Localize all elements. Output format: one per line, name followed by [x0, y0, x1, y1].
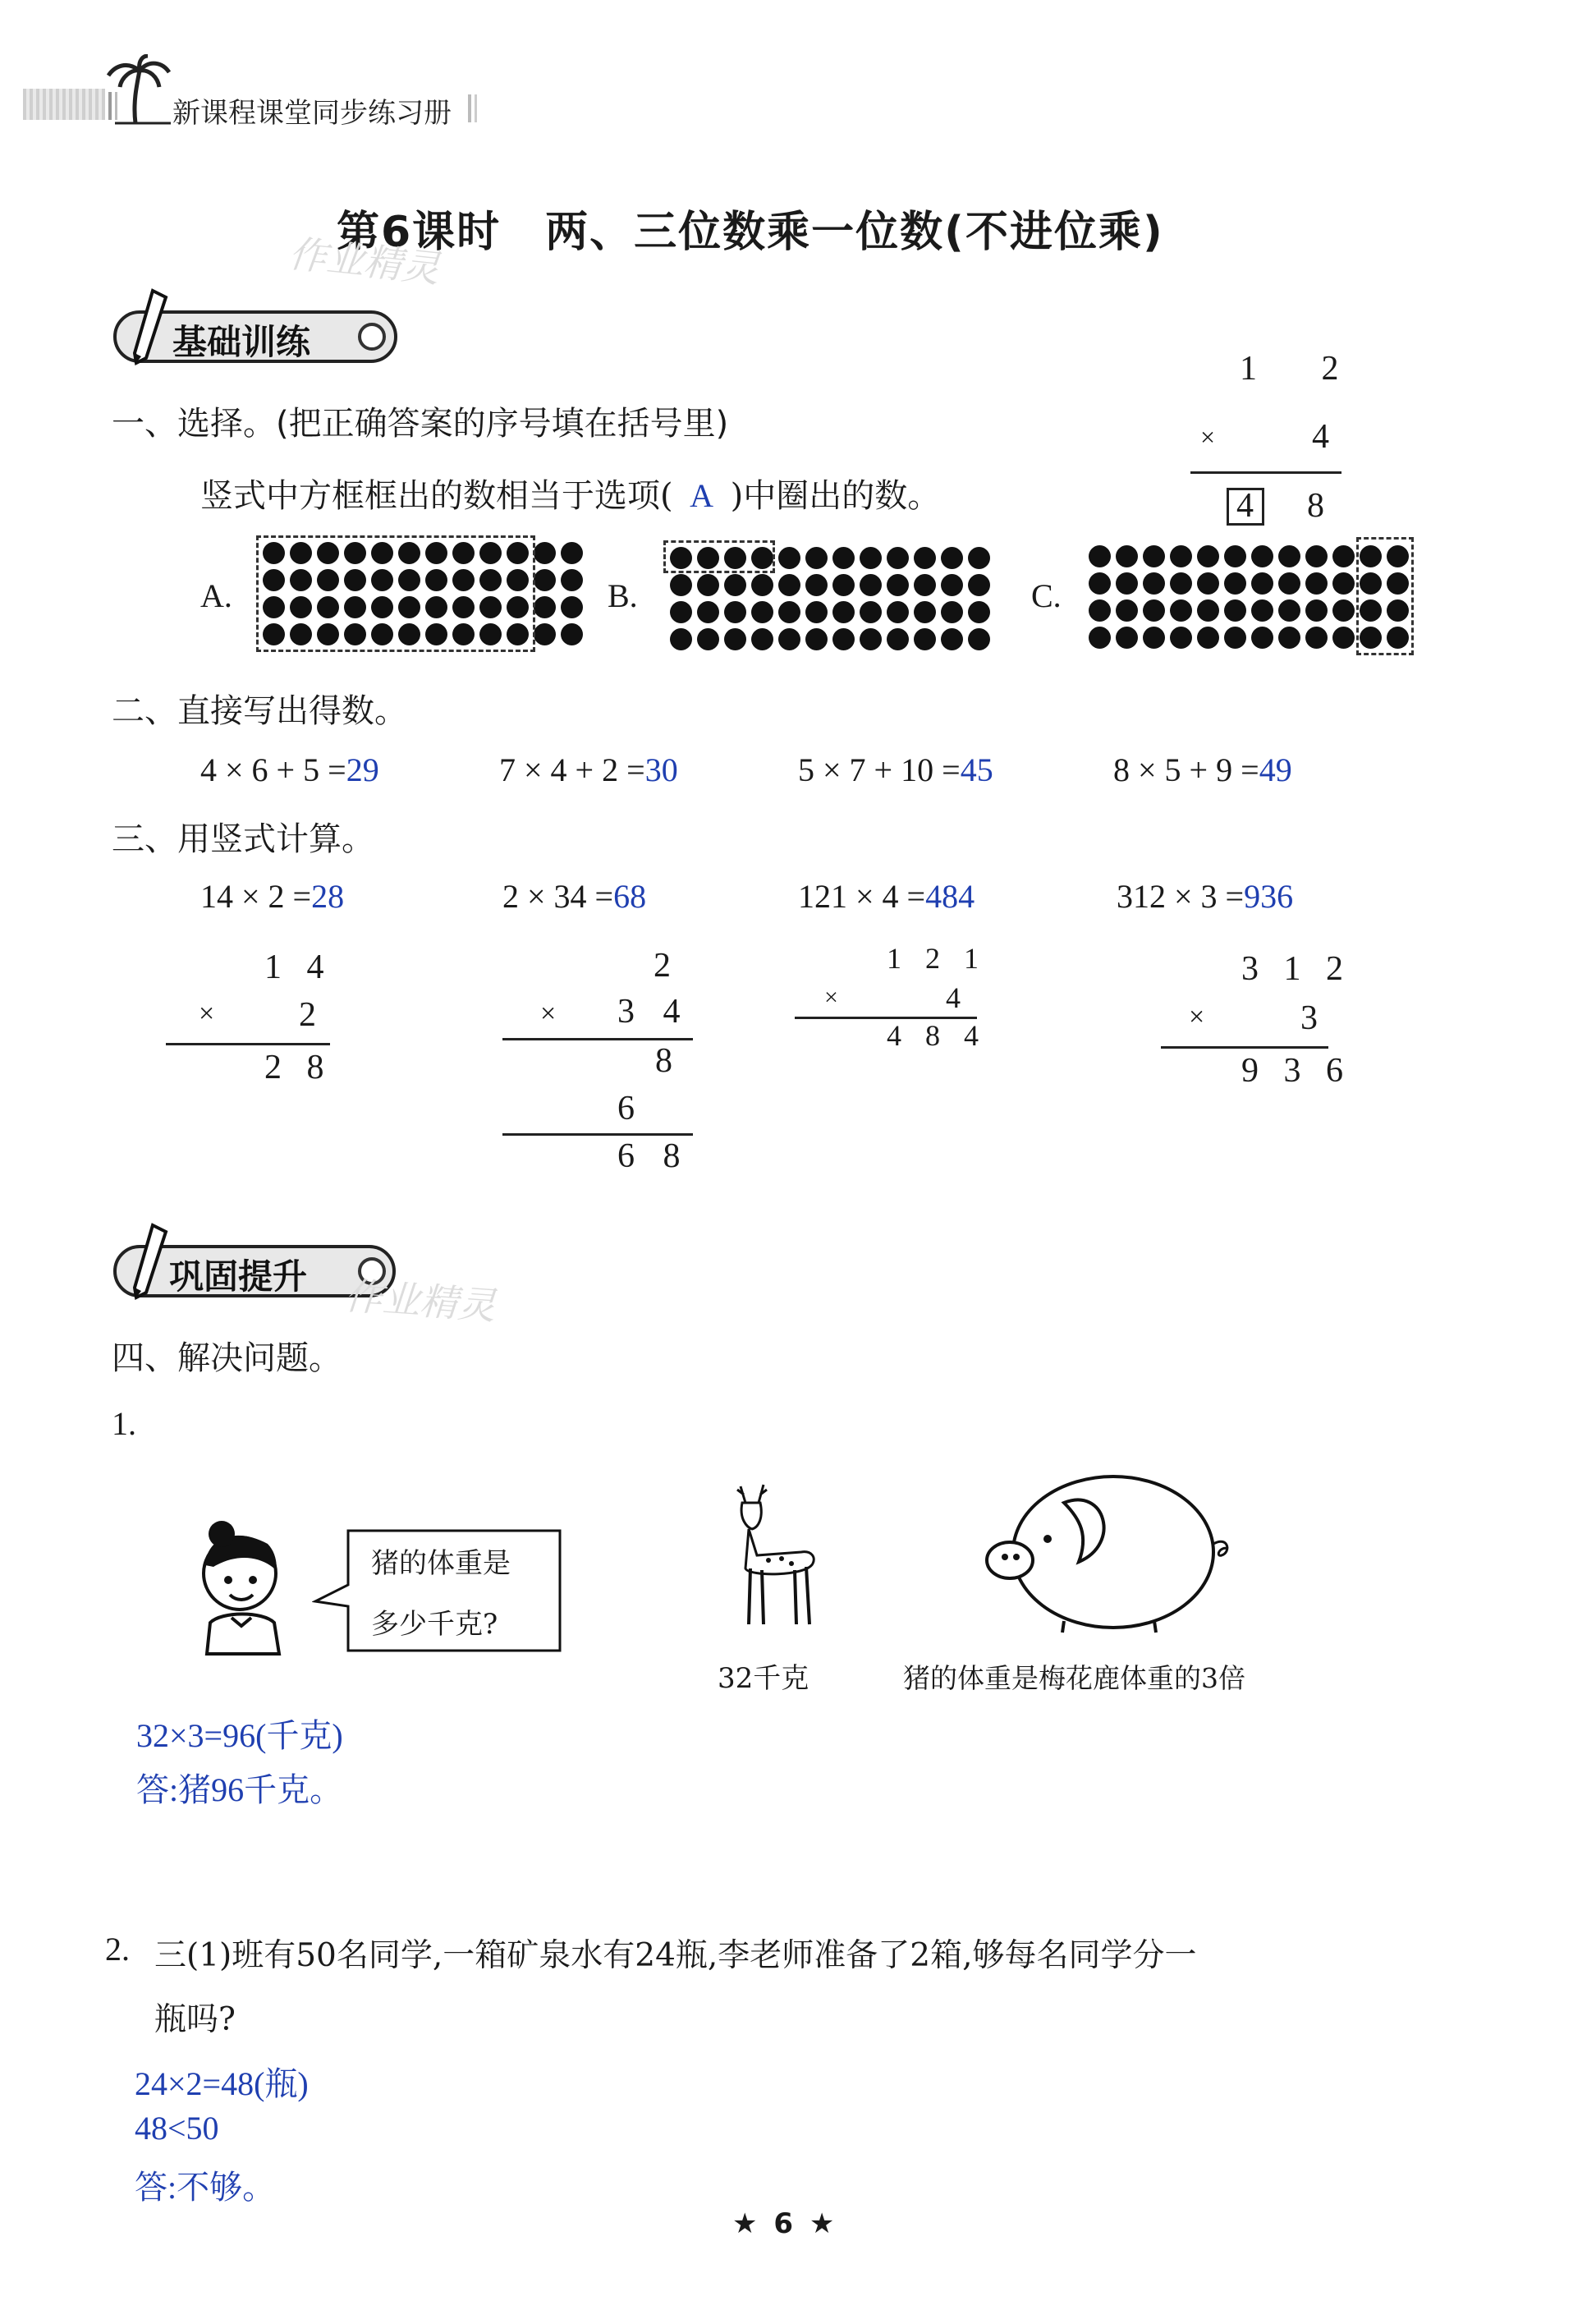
q1-vert-top: 1 2	[1240, 350, 1367, 388]
dot	[1224, 599, 1246, 622]
option-c-circle	[1356, 537, 1414, 655]
dot	[751, 628, 773, 650]
vert-line	[1190, 471, 1341, 474]
pig-label: 猪的体重是梅花鹿体重的3倍	[903, 1662, 1245, 1694]
dot	[561, 623, 583, 645]
q3-expr: 2 × 34 =	[502, 878, 614, 915]
dot	[778, 574, 800, 596]
question-1-heading: 一、选择。(把正确答案的序号填在括号里)	[112, 405, 729, 443]
dot	[887, 547, 909, 569]
star-icon: ★	[809, 2207, 835, 2240]
dot	[751, 601, 773, 623]
dot	[1170, 572, 1192, 595]
answer-2-line-2: 48<50	[135, 2110, 219, 2147]
dot	[914, 574, 936, 596]
dot	[697, 601, 719, 623]
dot	[1251, 545, 1273, 567]
dot	[1332, 545, 1355, 567]
problem-2-number: 2.	[105, 1931, 130, 1968]
q3-item	[502, 877, 646, 916]
dot	[860, 574, 882, 596]
dot	[1278, 572, 1300, 595]
dot	[968, 547, 990, 569]
speech-line-1: 猪的体重是	[371, 1547, 511, 1580]
speech-line-2: 多少千克?	[371, 1608, 498, 1641]
dot	[724, 628, 746, 650]
dot	[832, 601, 855, 623]
section-title-basic: 基础训练	[172, 322, 311, 362]
vert-line	[1161, 1046, 1328, 1049]
times-sign: ×	[1200, 422, 1216, 452]
pencil-icon	[123, 1222, 172, 1301]
dot	[1224, 545, 1246, 567]
vert-line	[502, 1038, 693, 1040]
vert-top: 2	[654, 947, 671, 985]
page-number	[732, 2207, 834, 2240]
dot	[805, 574, 828, 596]
header-divider	[475, 94, 477, 122]
dot	[1305, 545, 1328, 567]
dot	[670, 628, 692, 650]
q1-vert-boxed: 4	[1236, 487, 1254, 525]
q2-answer: 45	[960, 751, 993, 788]
dot	[1251, 599, 1273, 622]
dot	[534, 623, 556, 645]
dot	[914, 628, 936, 650]
q2-expr: 5 × 7 + 10 =	[798, 751, 961, 788]
dot	[941, 547, 963, 569]
dot	[1305, 627, 1328, 649]
pencil-icon	[123, 287, 172, 366]
dot	[561, 596, 583, 618]
q2-expr: 8 × 5 + 9 =	[1113, 751, 1259, 788]
vert-result: 4 8 4	[887, 1019, 987, 1052]
q2-item	[798, 751, 993, 789]
q3-answer: 28	[311, 878, 345, 915]
dot	[887, 574, 909, 596]
book-title: 新课程课堂同步练习册	[172, 97, 452, 130]
option-b-circle	[663, 540, 775, 573]
dot	[724, 601, 746, 623]
dot	[697, 574, 719, 596]
vert-bottom: 4	[946, 981, 961, 1014]
dot	[778, 628, 800, 650]
vert-line	[502, 1133, 693, 1136]
dot	[832, 574, 855, 596]
vert-top: 3 1 2	[1241, 950, 1351, 988]
vert-bottom: 3	[1300, 999, 1318, 1037]
q2-answer: 30	[644, 751, 678, 788]
dot	[914, 547, 936, 569]
answer-1: A	[690, 477, 714, 514]
dot	[724, 574, 746, 596]
answer-2-line-3: 答:不够。	[135, 2169, 276, 2206]
dot	[887, 628, 909, 650]
dot	[914, 601, 936, 623]
vert-bottom: 3 4	[617, 993, 690, 1031]
q3-answer: 936	[1244, 878, 1294, 915]
q3-item	[798, 877, 975, 916]
q2-expr: 4 × 6 + 5 =	[200, 751, 346, 788]
q1-vert-multiplier: 4	[1312, 418, 1329, 456]
dot	[1224, 572, 1246, 595]
dot	[1143, 627, 1165, 649]
dot	[751, 574, 773, 596]
question-1-stem	[200, 470, 940, 517]
deer-illustration	[716, 1478, 839, 1642]
dot	[670, 601, 692, 623]
stem-before: 竖式中方框框出的数相当于选项(	[200, 477, 673, 515]
dot	[968, 574, 990, 596]
star-icon: ★	[732, 2207, 758, 2240]
dot	[534, 596, 556, 618]
dot	[670, 574, 692, 596]
dot	[941, 574, 963, 596]
q3-item	[200, 877, 344, 916]
dot	[1170, 545, 1192, 567]
q2-answer: 29	[346, 751, 379, 788]
question-3-heading: 三、用竖式计算。	[112, 820, 374, 858]
answer-1-line-2: 答:猪96千克。	[136, 1771, 343, 1808]
dot	[1332, 599, 1355, 622]
palm-tree-icon	[99, 54, 172, 125]
q1-vert-ones: 8	[1307, 487, 1324, 525]
dot	[1278, 627, 1300, 649]
q2-answer: 49	[1259, 751, 1292, 788]
dot	[697, 628, 719, 650]
banner-ring	[358, 323, 386, 351]
q3-answer: 68	[613, 878, 647, 915]
problem-1-number: 1.	[112, 1405, 136, 1442]
dot	[1170, 599, 1192, 622]
dot	[534, 569, 556, 591]
q3-expr: 14 × 2 =	[200, 878, 312, 915]
question-2-heading: 二、直接写出得数。	[112, 692, 407, 730]
dot	[778, 547, 800, 569]
option-b-label: B.	[608, 577, 638, 614]
answer-2-line-1: 24×2=48(瓶)	[135, 2065, 309, 2102]
dot	[1332, 572, 1355, 595]
dot	[832, 547, 855, 569]
dot	[1116, 545, 1138, 567]
dot	[561, 569, 583, 591]
dot	[860, 547, 882, 569]
dot	[1224, 627, 1246, 649]
lesson-title: 第6课时 两、三位数乘一位数(不进位乘)	[337, 208, 1164, 257]
q3-answer: 484	[925, 878, 975, 915]
question-4-heading: 四、解决问题。	[112, 1339, 342, 1377]
dot	[805, 547, 828, 569]
pig-illustration	[982, 1470, 1245, 1634]
dot	[1143, 545, 1165, 567]
dot	[1089, 572, 1111, 595]
dot	[1116, 572, 1138, 595]
dot	[1143, 572, 1165, 595]
times-sign: ×	[1189, 1002, 1205, 1032]
vert-result: 2 8	[264, 1049, 332, 1086]
dot	[968, 628, 990, 650]
dot	[1278, 599, 1300, 622]
option-c-label: C.	[1031, 577, 1062, 614]
dot	[860, 601, 882, 623]
dot	[561, 542, 583, 564]
dot	[534, 542, 556, 564]
dot	[805, 601, 828, 623]
dot	[1143, 599, 1165, 622]
dot	[805, 628, 828, 650]
vert-partial: 6	[617, 1090, 635, 1127]
dot	[1197, 572, 1219, 595]
dot	[968, 601, 990, 623]
vert-top: 1 2 1	[887, 942, 987, 975]
dot	[1170, 627, 1192, 649]
times-sign: ×	[199, 999, 215, 1029]
dot	[887, 601, 909, 623]
dot	[1116, 627, 1138, 649]
header-decoration	[23, 89, 105, 120]
watermark: 作业精灵	[287, 231, 443, 292]
dot	[1305, 572, 1328, 595]
dot	[1332, 627, 1355, 649]
problem-2-text-1: 三(1)班有50名同学,一箱矿泉水有24瓶,李老师准备了2箱,够每名同学分一	[154, 1937, 1197, 1974]
dot	[1089, 545, 1111, 567]
dot	[941, 628, 963, 650]
times-sign: ×	[824, 984, 838, 1011]
watermark: 作业精灵	[343, 1273, 498, 1329]
section-title-consolidate: 巩固提升	[169, 1256, 308, 1297]
vert-line	[166, 1043, 330, 1045]
header-divider	[468, 94, 471, 122]
q2-item	[499, 751, 678, 789]
dot	[1089, 627, 1111, 649]
dot	[1197, 627, 1219, 649]
vert-result: 6 8	[617, 1137, 690, 1175]
option-a-label: A.	[200, 577, 232, 614]
dot	[1089, 599, 1111, 622]
page-number-value: 6	[773, 2207, 793, 2240]
dot	[1278, 545, 1300, 567]
answer-1-line-1: 32×3=96(千克)	[136, 1717, 343, 1754]
vert-result: 9 3 6	[1241, 1052, 1351, 1090]
option-a-circle	[256, 535, 535, 652]
dot	[860, 628, 882, 650]
problem-2-text-2: 瓶吗?	[154, 2001, 236, 2038]
times-sign: ×	[540, 999, 557, 1029]
deer-label: 32千克	[718, 1662, 809, 1695]
vert-bottom: 2	[299, 996, 316, 1034]
dot	[778, 601, 800, 623]
q2-item	[1113, 751, 1292, 789]
q2-item	[200, 751, 379, 789]
dot	[1197, 599, 1219, 622]
q3-expr: 121 × 4 =	[798, 878, 926, 915]
q3-expr: 312 × 3 =	[1117, 878, 1245, 915]
q2-expr: 7 × 4 + 2 =	[499, 751, 645, 788]
q3-item	[1117, 877, 1293, 916]
dot	[1116, 599, 1138, 622]
dot	[1251, 572, 1273, 595]
dot	[1197, 545, 1219, 567]
dot	[1305, 599, 1328, 622]
dot	[941, 601, 963, 623]
dot	[1251, 627, 1273, 649]
stem-after: )中圈出的数。	[730, 477, 941, 515]
girl-illustration	[189, 1516, 304, 1656]
dot	[832, 628, 855, 650]
vert-top: 1 4	[264, 948, 332, 986]
vert-partial: 8	[655, 1042, 672, 1080]
